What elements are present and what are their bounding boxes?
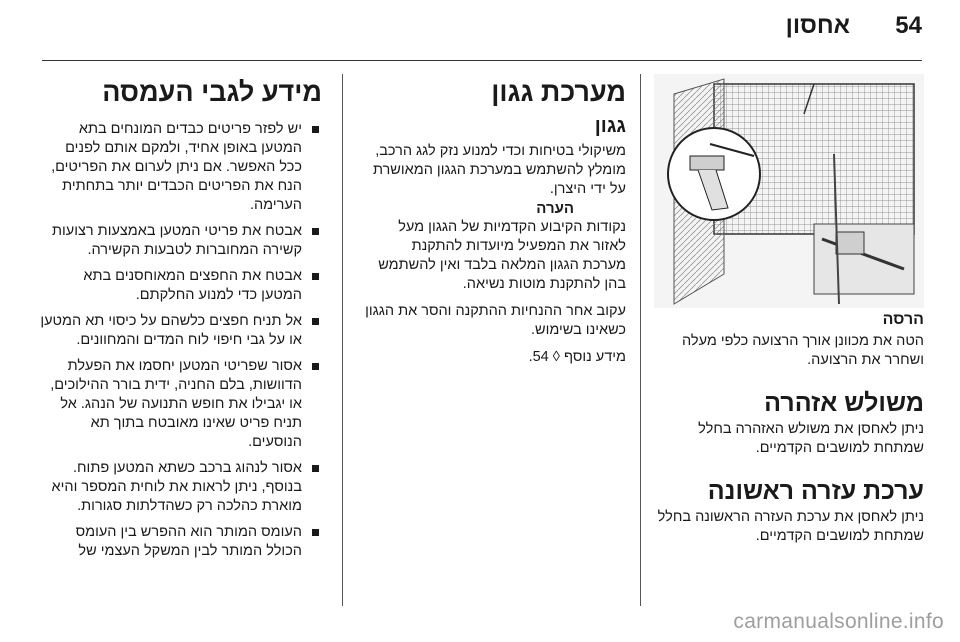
page-header <box>42 12 922 61</box>
right-column <box>654 310 924 546</box>
more-info-link[interactable]: מידע נוסף ◊ 54. <box>528 349 626 365</box>
column-divider-left <box>342 74 343 606</box>
list-item: יש לפזר פריטים כבדים המונחים בתא המטען באופן אחיד, ולמקם אותם לפנים ככל האפשר. אם ניתן לערום את הפריטים, הנח את הפריטים הכבדים יותר בתחתית הערימה. <box>40 120 322 215</box>
watermark-text: carmanualsonline.info <box>733 610 944 633</box>
installation-paragraph: עקוב אחר ההנחיות ההתקנה והסר את הגגון כשאינו בשימוש. <box>365 303 626 338</box>
section-title: אחסון <box>785 12 850 39</box>
cargo-net-illustration-icon <box>654 74 924 308</box>
list-item: אבטח את פריטי המטען באמצעות רצועות קשירה המחוברות לטבעות הקשירה. <box>40 222 322 260</box>
loading-bullets <box>40 120 322 561</box>
column-divider-right <box>640 74 641 606</box>
left-column <box>40 76 322 568</box>
middle-column <box>356 76 626 367</box>
page-number: 54 <box>895 12 922 39</box>
first-aid-kit-heading: ערכת עזרה ראשונה <box>707 477 924 505</box>
list-item: אבטח את החפצים המאוחסנים בתא המטען כדי למנוע החלקתם. <box>40 267 322 305</box>
figure-caption-title: הרסה <box>882 311 924 328</box>
note-label: הערה <box>536 200 574 217</box>
first-aid-kit-text: ניתן לאחסן את ערכת העזרה הראשונה בחלל שמתחת למושבים הקדמיים. <box>657 509 924 544</box>
figure-caption-text: הטה את מכוונן אורך הרצועה כלפי מעלה ושחרר את הרצועה. <box>682 333 924 368</box>
roof-rack-system-heading: מערכת גגון <box>491 77 626 107</box>
list-item: אסור לנהוג ברכב כשתא המטען פתוח. בנוסף, ניתן לראות את לוחית המספר והיא מוארת כהלכה רק כשהדלתות סגורות. <box>40 459 322 516</box>
warning-triangle-text: ניתן לאחסן את משולש האזהרה בחלל שמתחת למושבים הקדמיים. <box>698 421 924 456</box>
roof-rack-intro: משיקולי בטיחות וכדי למנוע נזק לגג הרכב, מומלץ להשתמש במערכת הגגון המאושרת על ידי היצרן. <box>372 143 626 197</box>
roof-rack-subheading: גגון <box>594 115 626 137</box>
note-text: נקודות הקיבוע הקדמיות של הגגון מעל לאזור את המפעיל מיועדות להתקנת מערכת הגגון המלאה בלבד ואין להשתמש בהן להתקנת מוטות נשיאה. <box>378 219 626 292</box>
warning-triangle-heading: משולש אזהרה <box>764 389 924 417</box>
list-item: אסור שפריטי המטען יחסמו את הפעלת הדוושות, בלם החניה, ידית בורר ההילוכים, או יגבילו את חופש התנועה של הנהג. אל תניח פריט שאינו מאובטח בתוך תא הנוסעים. <box>40 357 322 452</box>
list-item: אל תניח חפצים כלשהם על כיסוי תא המטען או על גבי חיפוי לוח המדים והמחוונים. <box>40 312 322 350</box>
loading-info-heading: מידע לגבי העמסה <box>102 77 322 107</box>
list-item: העומס המותר הוא ההפרש בין העומס הכולל המותר לבין המשקל העצמי של <box>40 523 322 561</box>
